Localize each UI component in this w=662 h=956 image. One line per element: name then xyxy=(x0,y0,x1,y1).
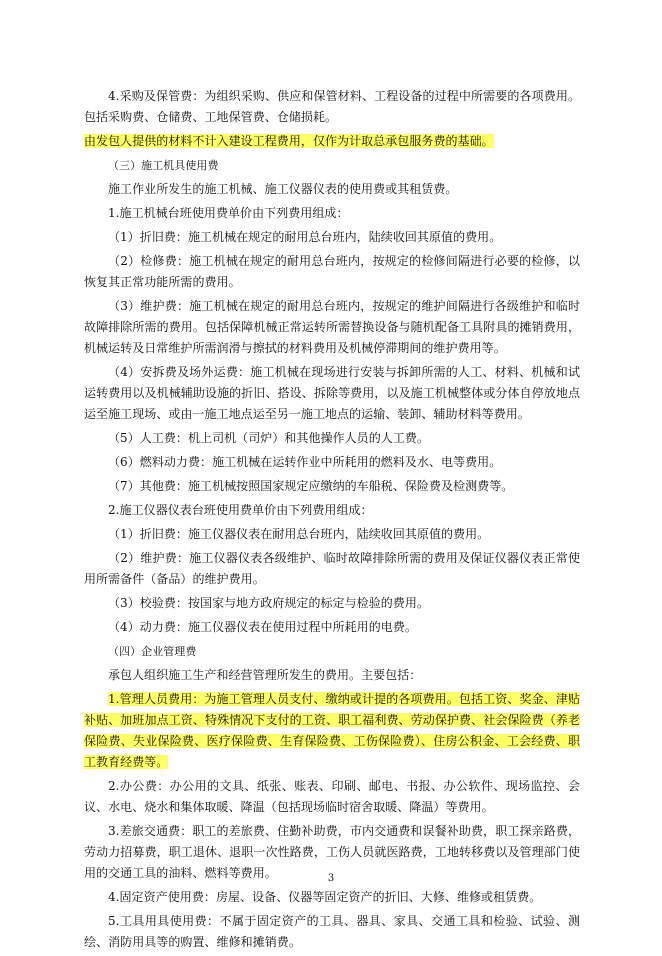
para-machinery-definition: 施工作业所发生的施工机械、施工仪器仪表的使用费或其租赁费。 xyxy=(108,182,458,196)
page-content xyxy=(84,86,580,956)
para-instrument-power: （4）动力费：施工仪器仪表在使用过程中所耗用的电费。 xyxy=(108,620,417,634)
section-heading-machinery: （三）施工机具使用费 xyxy=(108,159,219,172)
para-machine-other: （7）其他费：施工机械按照国家规定应缴纳的车船税、保险费及检测费等。 xyxy=(108,479,514,493)
para-machine-labor: （5）人工费：机上司机（司炉）和其他操作人员的人工费。 xyxy=(108,431,429,445)
para-machine-depreciation: （1）折旧费：施工机械在规定的耐用总台班内，陆续收回其原值的费用。 xyxy=(108,230,502,244)
para-travel-fee: 3.差旅交通费：职工的差旅费、住勤补助费，市内交通费和误餐补助费，职工探亲路费，劳动力招募费，职工退休、退职一次性路费，工伤人员就医路费，工地转移费以及管理部门使用的交通工具的油料、燃料等费用。 xyxy=(84,824,580,880)
section-heading-management: （四）企业管理费 xyxy=(108,645,197,658)
highlight-owner-material-note: 由发包人提供的材料不计入建设工程费用，仅作为计取总承包服务费的基础。 xyxy=(84,134,494,148)
para-fixed-asset-fee: 4.固定资产使用费：房屋、设备、仪器等固定资产的折旧、大修、维修或租赁费。 xyxy=(108,890,542,904)
para-management-staff xyxy=(84,689,580,773)
para-management-definition: 承包人组织施工生产和经营管理所发生的费用。主要包括： xyxy=(108,668,422,682)
para-office-fee: 2.办公费：办公用的文具、纸张、账表、印刷、邮电、书报、办公软件、现场监控、会议、水电、烧水和集体取暖、降温（包括现场临时宿舍取暖、降温）等费用。 xyxy=(84,779,580,814)
para-instrument-depreciation: （1）折旧费：施工仪器仪表在耐用总台班内，陆续收回其原值的费用。 xyxy=(108,527,490,541)
para-instrument-shift-fee: 2.施工仪器仪表台班使用费单价由下列费用组成： xyxy=(108,503,373,517)
para-machine-overhaul: （2）检修费：施工机械在规定的耐用总台班内，按规定的检修间隔进行必要的检修，以恢复其正常功能所需的费用。 xyxy=(84,254,580,289)
para-tool-fee: 5.工具用具使用费：不属于固定资产的工具、器具、家具、交通工具和检验、试验、测绘、消防用具等的购置、维修和摊销费。 xyxy=(84,914,580,949)
highlight-management-staff: 1.管理人员费用：为施工管理人员支付、缴纳或计提的各项费用。包括工资、奖金、津贴补贴、加班加点工资、特殊情况下支付的工资、职工福利费、劳动保护费、社会保险费（养老保险费、失业保险费、医疗保险费、生育保险费、工伤保险费）、住房公积金、工会经费、职工教育经费等。 xyxy=(84,692,580,769)
para-machine-install-transport: （4）安拆费及场外运费：施工机械在现场进行安装与拆卸所需的人工、材料、机械和试运转费用以及机械辅助设施的折旧、搭设、拆除等费用，以及施工机械整体或分体自停放地点运至施工现场、或由一施工地点运至另一施工地点的运输、装卸、辅助材料等费用。 xyxy=(84,365,580,421)
para-instrument-calibration: （3）校验费：按国家与地方政府规定的标定与检验的费用。 xyxy=(108,596,429,610)
para-machine-shift-fee: 1.施工机械台班使用费单价由下列费用组成： xyxy=(108,206,349,220)
para-owner-material-note xyxy=(84,131,580,152)
para-machine-maintenance: （3）维护费：施工机械在规定的耐用总台班内，按规定的维护间隔进行各级维护和临时故障排除所需的费用。包括保障机械正常运转所需替换设备与随机配备工具附具的摊销费用，机械运转及日常维护所需润滑与擦拭的材料费用及机械停滞期间的维护费用等。 xyxy=(84,299,580,355)
page-number: 3 xyxy=(327,873,335,884)
para-machine-fuel: （6）燃料动力费：施工机械在运转作业中所耗用的燃料及水、电等费用。 xyxy=(108,455,502,469)
para-instrument-maintenance: （2）维护费：施工仪器仪表各级维护、临时故障排除所需的费用及保证仪器仪表正常使用所需备件（备品）的维护费用。 xyxy=(84,551,580,586)
para-procurement-fee: 4.采购及保管费：为组织采购、供应和保管材料、工程设备的过程中所需要的各项费用。包括采购费、仓储费、工地保管费、仓储损耗。 xyxy=(84,89,580,124)
